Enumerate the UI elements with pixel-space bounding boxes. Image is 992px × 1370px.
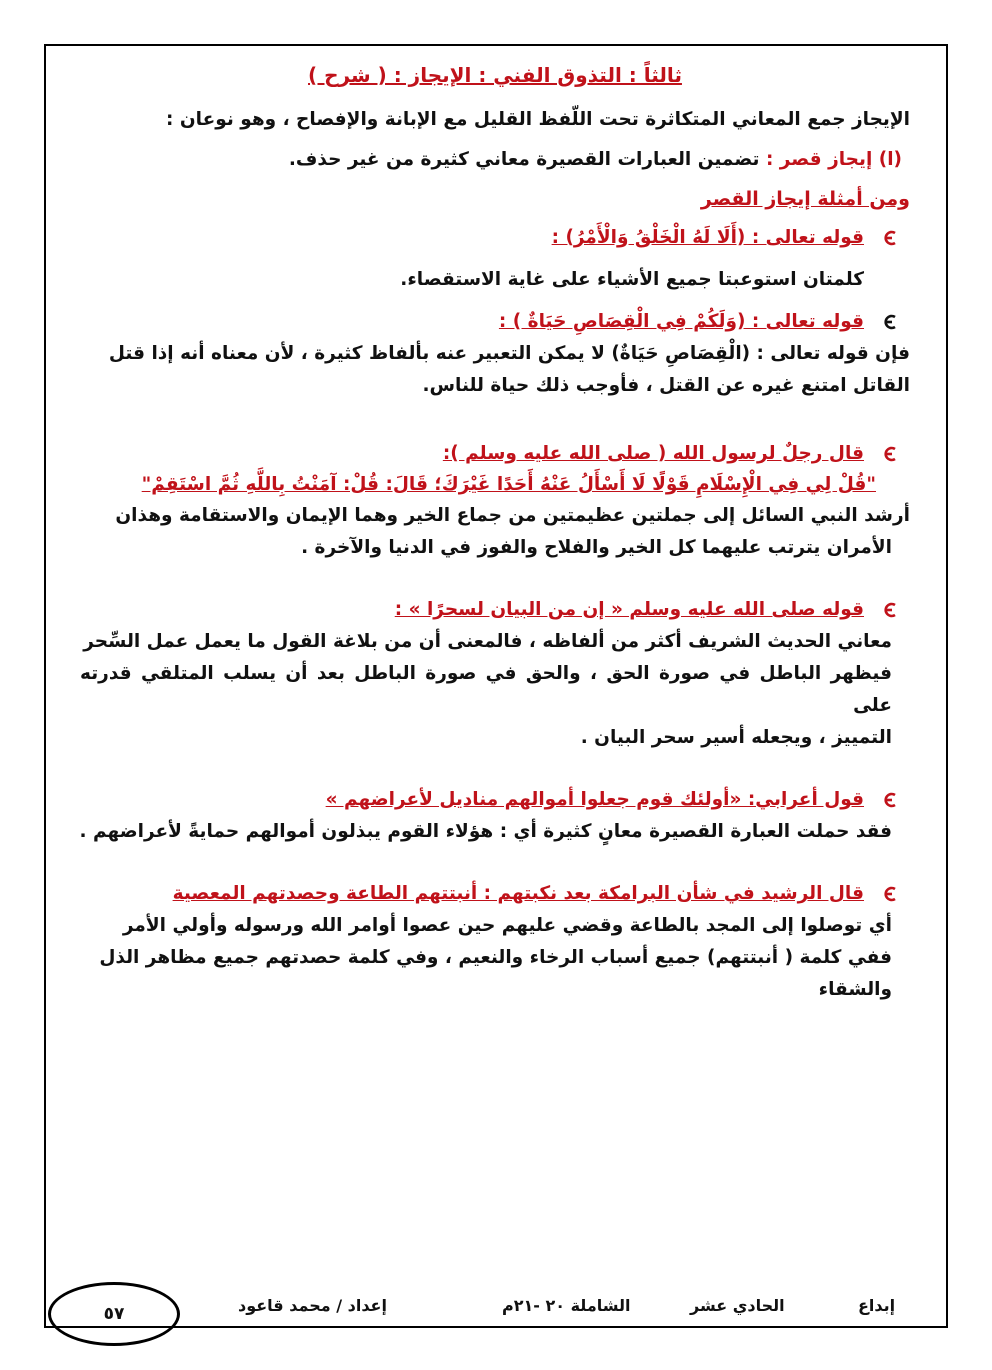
arrow-bullet-icon (882, 314, 898, 330)
example-body (80, 910, 910, 1006)
example-item (80, 438, 910, 500)
example-line: أي توصلوا إلى المجد بالطاعة وقضي عليهم حين عصوا أوامر الله ورسوله وأولي الأمر (122, 915, 892, 936)
example-line: فإن قوله تعالى : (الْقِصَاصِ حَيَاةٌ) لا يمكن التعبير عنه بألفاظ كثيرة ، لأن معناه أنه إذا قتل (108, 343, 910, 364)
page-number: ٥٧ (103, 1304, 125, 1324)
example-line: ففي كلمة ( أنبتتهم) جميع أسباب الرخاء والنعيم ، وفي كلمة حصدتهم جميع مظاهر الذل (99, 947, 892, 968)
type1-text: تضمين العبارات القصيرة معاني كثيرة من غير حذف. (288, 149, 760, 170)
example-item (80, 784, 910, 816)
example-heading (80, 222, 864, 254)
page-number-oval (48, 1282, 180, 1346)
example-line: كلمتان استوعبتا جميع الأشياء على غاية الاستقصاء. (400, 269, 864, 290)
example-line: والشقاء (818, 979, 892, 1000)
type1-line (80, 144, 910, 176)
example-body (80, 338, 910, 402)
example-body (80, 816, 910, 848)
example-heading-text: قال الرشيد في شأن البرامكة بعد نكبتهم : أنبتتهم الطاعة وحصدتهم المعصية (172, 883, 864, 904)
example-heading (80, 878, 864, 910)
arrow-bullet-icon (882, 230, 898, 246)
example-body (80, 500, 910, 564)
page-content (80, 60, 910, 1006)
definition-text: الإيجاز جمع المعاني المتكاثرة تحت اللّفظ القليل مع الإبانة والإفصاح ، وهو نوعان : (166, 109, 910, 130)
example-heading (80, 784, 864, 816)
example-line: التمييز ، ويجعله أسير سحر البيان . (580, 727, 892, 748)
footer-shamela: الشاملة ٢٠ -٢١م (502, 1296, 631, 1315)
example-item (80, 222, 910, 296)
footer-author: إعداد / محمد قاعود (238, 1296, 387, 1315)
example-heading-text: قال رجلٌ لرسول الله ( صلى الله عليه وسلم ): (442, 443, 864, 464)
example-line: الأمران يترتب عليهما كل الخير والفلاح والفوز في الدنيا والآخرة . (301, 537, 892, 558)
example-heading-text: قول أعرابي: «أولئك قوم جعلوا أموالهم مناديل لأعراضهم » (325, 789, 864, 810)
footer-grade: الحادي عشر (690, 1296, 785, 1315)
hadith-quote: "قُلْ لِي فِي الْإِسْلَامِ قَوْلًا لَا أَسْأَلُ عَنْهُ أَحَدًا غَيْرَكَ؛ قَالَ: قُلْ: آمَنْتُ بِاللَّهِ ثُمَّ اسْتَقِمْ" (141, 474, 876, 495)
example-heading-text: قوله تعالى : (وَلَكُمْ فِي الْقِصَاصِ حَيَاةٌ ) : (498, 311, 864, 332)
example-line: فقد حملت العبارة القصيرة معانٍ كثيرة أي : هؤلاء القوم يبذلون أموالهم حمايةً لأعراضهم . (79, 821, 892, 842)
example-heading (80, 438, 864, 470)
example-body (80, 626, 910, 754)
example-line: فيظهر الباطل في صورة الحق ، والحق في صورة الباطل بعد أن يسلب المتلقي قدرته على (80, 663, 892, 716)
example-line: أرشد النبي السائل إلى جملتين عظيمتين من جماع الخير وهما الإيمان والاستقامة وهذان (115, 505, 910, 526)
arrow-bullet-icon (882, 446, 898, 462)
example-item (80, 878, 910, 910)
example-item (80, 594, 910, 626)
example-heading-text: قوله تعالى : (أَلَا لَهُ الْخَلْقُ وَالْأَمْرُ) : (551, 227, 864, 248)
arrow-bullet-icon (882, 886, 898, 902)
example-heading (80, 594, 864, 626)
example-line: معاني الحديث الشريف أكثر من ألفاظه ، فالمعنى أن من بلاغة القول ما يعمل عمل السِّحر (83, 631, 892, 652)
arrow-bullet-icon (882, 792, 898, 808)
arrow-bullet-icon (882, 602, 898, 618)
page-title: ثالثاً : التذوق الفني : الإيجاز : ( شرح ) (308, 63, 682, 87)
example-line: القاتل امتنع غيره عن القتل ، فأوجب ذلك حياة للناس. (422, 375, 910, 396)
examples-heading: ومن أمثلة إيجاز القصر (700, 188, 910, 210)
footer-ibdaa: إبداع (858, 1296, 896, 1315)
example-item (80, 306, 910, 338)
example-heading (80, 306, 864, 338)
type1-label: (ا) إيجاز قصر : (765, 149, 902, 170)
example-heading-text: قوله صلى الله عليه وسلم « إن من البيان لسحرًا » : (394, 599, 864, 620)
